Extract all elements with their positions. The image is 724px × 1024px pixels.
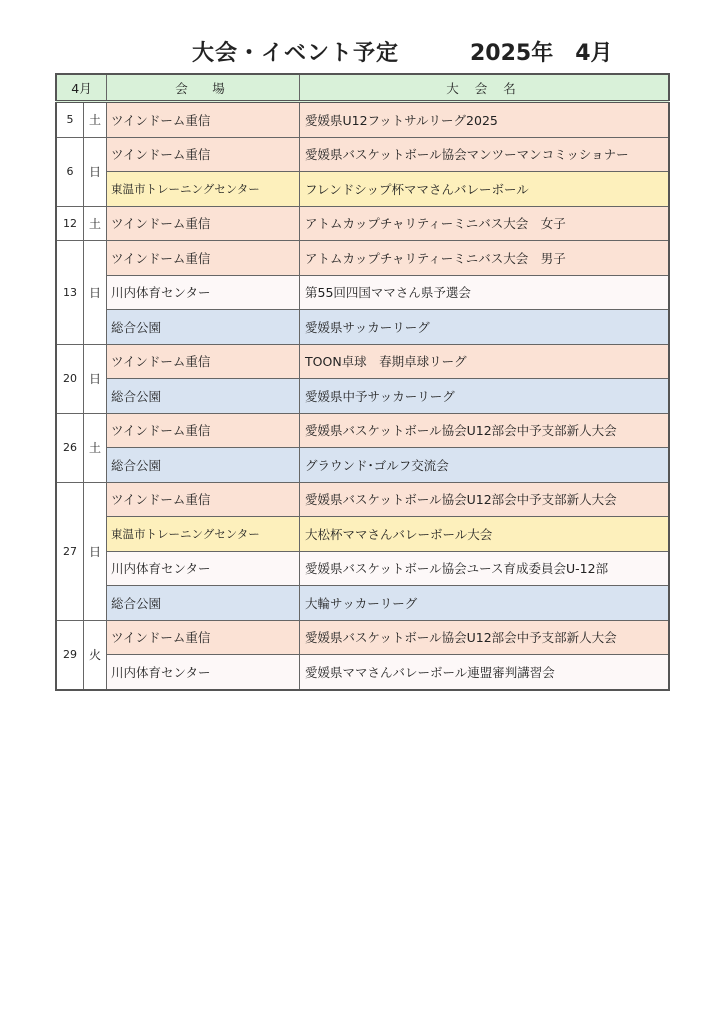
venue-cell: ツインドーム重信 [107, 102, 300, 138]
weekday-cell: 土 [84, 206, 107, 241]
venue-cell: 川内体育センター [107, 551, 300, 586]
table-row [56, 413, 669, 448]
event-cell: アトムカップチャリティーミニバス大会 男子 [300, 241, 670, 276]
venue-cell: ツインドーム重信 [107, 413, 300, 448]
venue-cell: 川内体育センター [107, 275, 300, 310]
event-cell: 愛媛県バスケットボール協会U12部会中予支部新人大会 [300, 413, 670, 448]
weekday-cell: 日 [84, 241, 107, 345]
event-cell: 大松杯ママさんバレーボール大会 [300, 517, 670, 552]
event-cell: 愛媛県サッカーリーグ [300, 310, 670, 345]
weekday-cell: 土 [84, 413, 107, 482]
date-cell: 13 [56, 241, 84, 345]
venue-cell: 総合公園 [107, 310, 300, 345]
venue-cell: ツインドーム重信 [107, 206, 300, 241]
table-row [56, 102, 669, 138]
event-cell: TOON卓球 春期卓球リーグ [300, 344, 670, 379]
date-cell: 6 [56, 137, 84, 206]
event-cell: フレンドシップ杯ママさんバレーボール [300, 172, 670, 207]
venue-cell: ツインドーム重信 [107, 620, 300, 655]
table-row [56, 137, 669, 172]
date-cell: 12 [56, 206, 84, 241]
table-row [56, 275, 669, 310]
event-cell: 愛媛県U12フットサルリーグ2025 [300, 102, 670, 138]
weekday-cell: 土 [84, 102, 107, 138]
date-cell: 27 [56, 482, 84, 620]
table-row [56, 344, 669, 379]
event-cell: 愛媛県バスケットボール協会U12部会中予支部新人大会 [300, 620, 670, 655]
date-cell: 5 [56, 102, 84, 138]
schedule-body [56, 102, 669, 690]
table-row [56, 206, 669, 241]
table-row [56, 551, 669, 586]
schedule-table [55, 73, 670, 691]
weekday-cell: 日 [84, 137, 107, 206]
header-row [56, 74, 669, 102]
table-row [56, 655, 669, 690]
event-cell: 愛媛県中予サッカーリーグ [300, 379, 670, 414]
venue-cell: 総合公園 [107, 586, 300, 621]
table-row [56, 482, 669, 517]
venue-cell: 総合公園 [107, 379, 300, 414]
event-cell: アトムカップチャリティーミニバス大会 女子 [300, 206, 670, 241]
date-cell: 20 [56, 344, 84, 413]
header-venue: 会 場 [107, 74, 300, 102]
weekday-cell: 日 [84, 344, 107, 413]
table-row [56, 379, 669, 414]
table-row [56, 517, 669, 552]
table-row [56, 448, 669, 483]
table-row [56, 241, 669, 276]
venue-cell: 総合公園 [107, 448, 300, 483]
header-month: 4月 [56, 74, 107, 102]
venue-cell: 東温市トレーニングセンター [107, 172, 300, 207]
header-event: 大 会 名 [300, 74, 670, 102]
date-cell: 26 [56, 413, 84, 482]
event-cell: 愛媛県バスケットボール協会U12部会中予支部新人大会 [300, 482, 670, 517]
venue-cell: 川内体育センター [107, 655, 300, 690]
table-row [56, 172, 669, 207]
event-cell: 愛媛県ママさんバレーボール連盟審判講習会 [300, 655, 670, 690]
table-row [56, 586, 669, 621]
event-cell: 大輪サッカーリーグ [300, 586, 670, 621]
venue-cell: ツインドーム重信 [107, 344, 300, 379]
event-cell: 愛媛県バスケットボール協会マンツーマンコミッショナー [300, 137, 670, 172]
weekday-cell: 火 [84, 620, 107, 690]
event-cell: 第55回四国ママさん県予選会 [300, 275, 670, 310]
period-text: 2025年 4月 [470, 41, 613, 66]
title-text: 大会・イベント予定 [192, 41, 400, 66]
venue-cell: ツインドーム重信 [107, 137, 300, 172]
document-title [0, 36, 724, 68]
venue-cell: 東温市トレーニングセンター [107, 517, 300, 552]
venue-cell: ツインドーム重信 [107, 241, 300, 276]
table-row [56, 620, 669, 655]
event-cell: グラウンド･ゴルフ交流会 [300, 448, 670, 483]
weekday-cell: 日 [84, 482, 107, 620]
venue-cell: ツインドーム重信 [107, 482, 300, 517]
event-cell: 愛媛県バスケットボール協会ユース育成委員会U-12部 [300, 551, 670, 586]
table-row [56, 310, 669, 345]
date-cell: 29 [56, 620, 84, 690]
